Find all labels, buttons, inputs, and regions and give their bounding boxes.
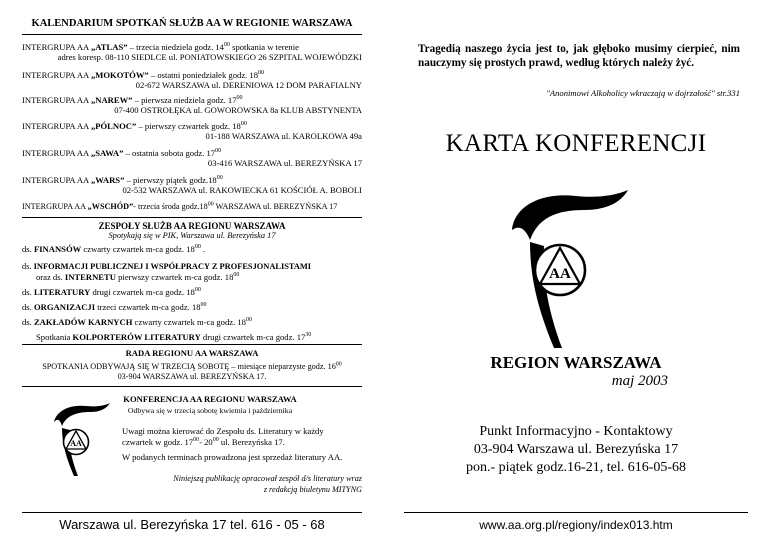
ds-organizacji: ds. ORGANIZACJI trzeci czwartek m-ca godz. $18^{00}$ <box>22 302 207 312</box>
main-title: KARTA KONFERENCJI <box>445 130 707 157</box>
left-footer: Warszawa ul. Berezyńska 17 tel. 616 - 05 - 68 <box>59 517 325 532</box>
ds-informacji: ds. INFORMACJI PUBLICZNEJ I WSPÓŁPRACY Z PROFESJONALISTAMI <box>22 262 312 271</box>
kolporterzy: Spotkania KOLPORTERÓW LITERATURY drugi czwartek m-ca godz. $17^{30}$ <box>36 332 312 342</box>
rada-title: RADA REGIONU AA WARSZAWA <box>125 348 259 358</box>
ds-literatury: ds. LITERATURY drugi czwartek m-ca godz. $18^{00}$ <box>22 287 201 297</box>
konferencja-title: KONFERENCJA AA REGIONU WARSZAWA <box>123 394 297 404</box>
intergroup-rule <box>22 217 362 218</box>
intergroup-address: 02-532 WARSZAWA ul. RAKOWIECKA 61 KOŚCIÓŁ A. BOBOLI <box>122 185 362 195</box>
intergroup-line: INTERGRUPA AA „MOKOTÓW” – ostatni poniedziałek godz. $18^{00}$ <box>22 70 265 80</box>
zespoly-rule <box>22 344 362 345</box>
quote-text: Tragedią naszego życia jest to, jak głęboko musimy cierpieć, nim nauczymy się prostych prawd, według których należy żyć. <box>418 43 740 69</box>
contact-line-1: Punkt Informacyjno - Kontaktowy <box>479 424 673 439</box>
intergroup-line: INTERGRUPA AA „SAWA” – ostatnia sobota godz. $17^{00}$ <box>22 148 222 158</box>
zespoly-subtitle: Spotykają się w PIK, Warszawa ul. Berezyńska 17 <box>108 231 276 240</box>
ds-internet: oraz ds. INTERNETU pierwszy czwartek m-ca godz. $18^{00}$ <box>36 272 240 282</box>
publication-note-2: z redakcją biuletynu MITYNG <box>263 485 362 494</box>
ds-zakladow: ds. ZAKŁADÓW KARNYCH czwarty czwartek m-ca godz. $18^{00}$ <box>22 317 252 327</box>
date: maj 2003 <box>611 373 668 389</box>
intergroup-line: INTERGRUPA AA „NAREW” – pierwsza niedziela godz. $17^{00}$ <box>22 95 243 105</box>
intergroup-line: INTERGRUPA AA „ATLAS” – trzecia niedziela godz. $14^{00}$ spotkania w terenie <box>22 42 299 52</box>
aa-logo-small-icon <box>48 400 116 478</box>
svg-text:AA: AA <box>70 439 82 448</box>
publication-note-1: Niniejszą publikację opracował zespół d/s literatury wraz <box>173 474 362 483</box>
contact-line-3: pon.- piątek godz.16-21, tel. 616-05-68 <box>465 460 687 475</box>
intergroup-address: adres koresp. 08-110 SIEDLCE ul. PONIATOWSKIEGO 26 SZPITAL WOJEWÓDZKI <box>57 52 362 62</box>
title-rule <box>22 34 362 35</box>
intergroup-address: 07-400 OSTROŁĘKA ul. GOWOROWSKA 8a KLUB ABSTYNENTA <box>114 105 362 115</box>
contact-line-2: 03-904 Warszawa ul. Berezyńska 17 <box>473 442 679 457</box>
left-footer-rule <box>22 512 362 513</box>
rada-rule <box>22 386 362 387</box>
intergroup-address: 01-188 WARSZAWA ul. KAROLKOWA 49a <box>205 131 362 141</box>
ds-finanse: ds. FINANSÓW czwarty czwartek m-ca godz. $18^{00}$ . <box>22 244 206 254</box>
zespoly-title: ZESPOŁY SŁUŻB AA REGIONU WARSZAWA <box>98 221 286 231</box>
rada-line-2: 03-904 WARSZAWA ul. BEREZYŃSKA 17. <box>117 372 267 381</box>
calendar-title: KALENDARIUM SPOTKAŃ SŁUŻB AA W REGIONIE WARSZAWA <box>31 18 353 29</box>
intergroup-line: INTERGRUPA AA „WARS” – pierwszy piątek $godz.18^{00}$ <box>22 175 223 185</box>
intergroup-wschod: INTERGRUPA AA „WSCHÓD”- trzecia środa $godz.18^{00}$ WARSZAWA ul. BEREZYŃSKA 17 <box>22 201 338 211</box>
uwagi-line-2: czwartek w godz. $17^{00}-$ $20^{00}$ ul. Berezyńska 17. <box>122 437 285 447</box>
intergroup-line: INTERGRUPA AA „PÓLNOC” – pierwszy czwartek godz. $18^{00}$ <box>22 121 247 131</box>
uwagi-line-1: Uwagi można kierować do Zespołu ds. Literatury w każdy <box>122 426 324 436</box>
region-title: REGION WARSZAWA <box>490 353 662 372</box>
konferencja-subtitle: Odbywa się w trzecią sobotę kwietnia i października <box>127 406 293 415</box>
uwagi-line-3: W podanych terminach prowadzona jest sprzedaż literatury AA. <box>122 452 343 462</box>
svg-text:AA: AA <box>549 266 571 282</box>
intergroup-address: 03-416 WARSZAWA ul. BEREZYŃSKA 17 <box>207 158 362 168</box>
intergroup-address: 02-672 WARSZAWA ul. DERENIOWA 12 DOM PARAFIALNY <box>135 80 362 90</box>
quote-source: "Anonimowi Alkoholicy wkraczają w dojrzałość" str.331 <box>546 88 740 98</box>
right-footer: www.aa.org.pl/regiony/index013.htm <box>479 518 673 532</box>
right-footer-rule <box>404 512 748 513</box>
aa-logo-large-icon <box>500 186 640 350</box>
rada-line-1: SPOTKANIA ODBYWAJĄ SIĘ W TRZECIĄ SOBOTĘ – miesiące nieparzyste godz. $16^{00}$ <box>42 361 342 371</box>
